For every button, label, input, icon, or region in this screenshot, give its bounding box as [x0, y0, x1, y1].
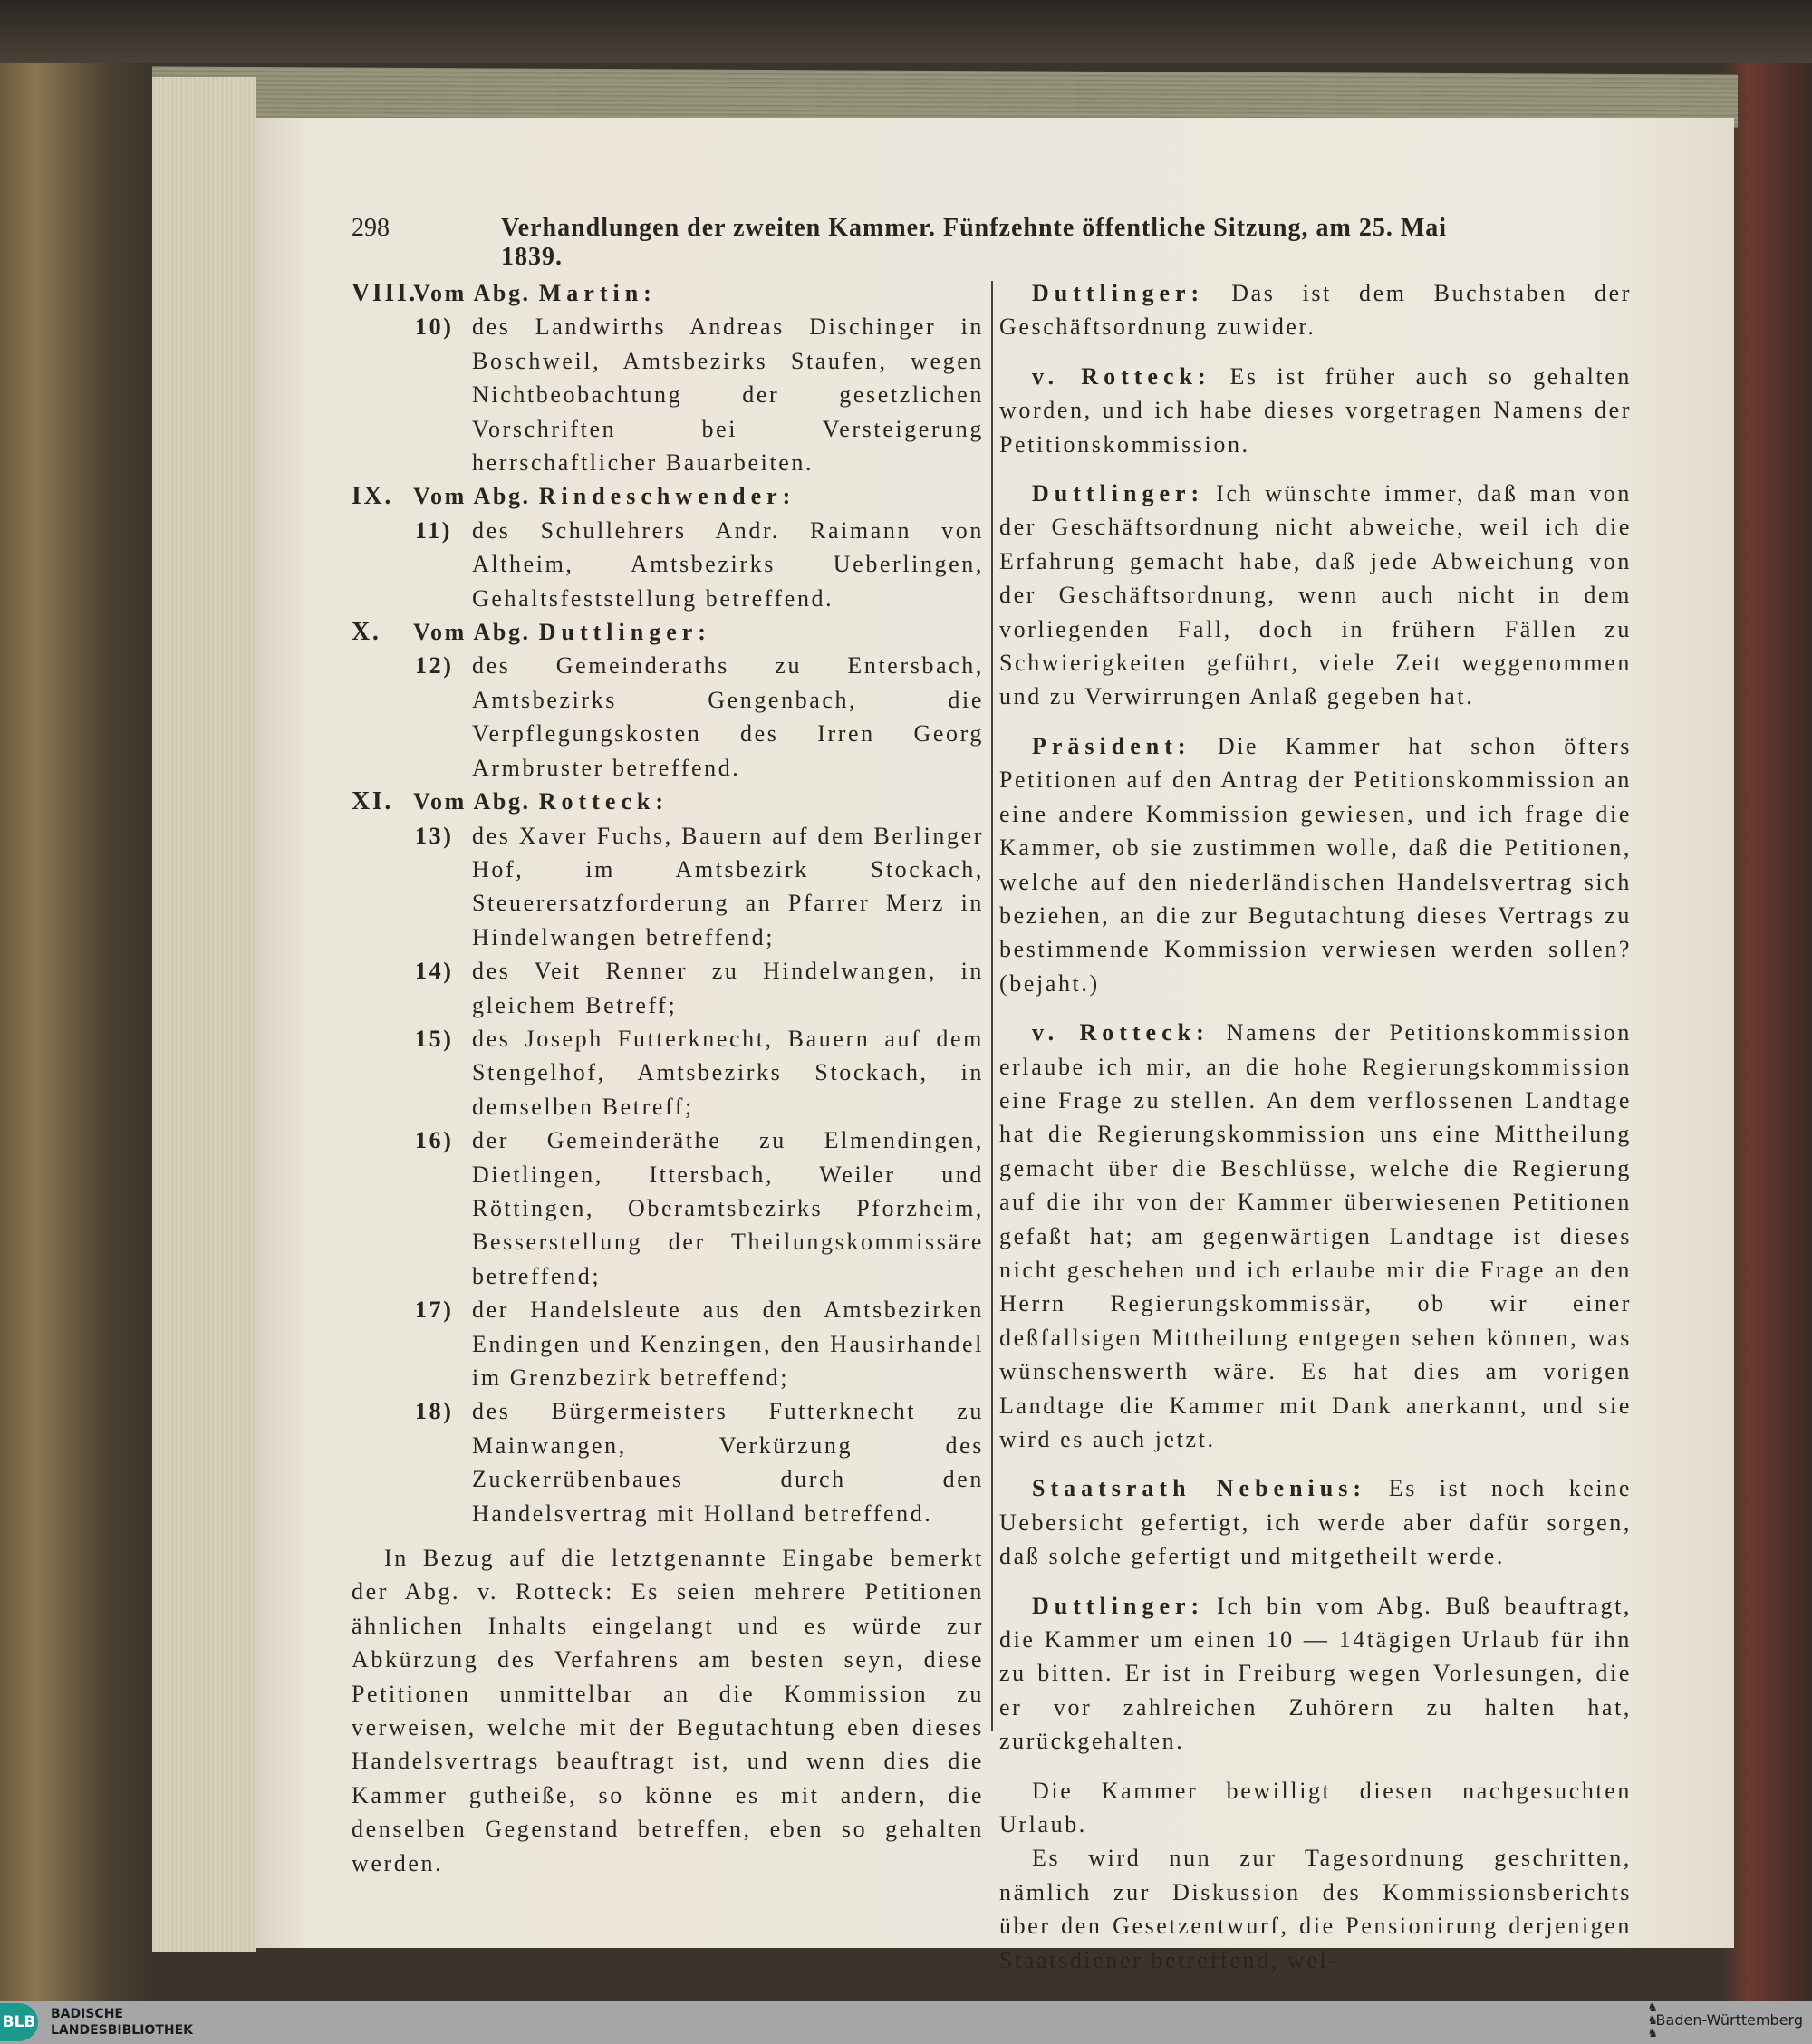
item-number: 16)	[415, 1127, 454, 1154]
state-coat-of-arms-icon: ♞ ♞ ♞	[1647, 2001, 1658, 2040]
section-heading	[352, 615, 984, 649]
section-numeral: IX.	[352, 482, 393, 511]
right-column	[999, 276, 1632, 1977]
book-cover-top	[0, 0, 1812, 63]
item-text: des Schullehrers Andr. Raimann von Altheim, Amtsbezirks Ueberlingen, Gehaltsfeststellung betreffend.	[472, 516, 984, 612]
section-member-name: Rindeschwender:	[538, 483, 796, 510]
section-label: Vom Abg.	[413, 619, 539, 646]
left-column	[352, 276, 984, 1887]
petition-item	[415, 1394, 984, 1530]
petition-item	[415, 310, 984, 479]
section-label: Vom Abg.	[413, 483, 539, 510]
plain-paragraph: Es wird nun zur Tagesordnung geschritten, nämlich zur Diskussion des Kommissionsberichts über den Gesetzentwurf, die Pensionirung derjenigen Staatsdiener betreffend, wel-	[999, 1845, 1632, 1973]
speech-text: Die Kammer hat schon öfters Petitionen auf den Antrag der Petitionskommission an eine andere Kommission gewiesen, und ich frage die Kammer, ob sie zustimmen wolle, daß die Petitionen, welche auf den niederländischen Handelsvertrag sich beziehen, an die zur Begutachtung dieses Vertrags zu bestimmende Kommission verwiesen werden sollen? (bejaht.)	[999, 732, 1632, 997]
speaker-name: Duttlinger:	[1032, 480, 1205, 507]
item-text: des Veit Renner zu Hindelwangen, in gleichem Betreff;	[472, 958, 984, 1018]
speech-paragraph	[999, 477, 1632, 714]
speech-paragraph	[999, 360, 1632, 461]
petition-item	[415, 819, 984, 955]
item-number: 13)	[415, 822, 454, 849]
library-name-line2: LANDESBIBLIOTHEK	[51, 2023, 194, 2038]
section-heading	[352, 479, 984, 513]
page-edges-left	[152, 77, 256, 1952]
section-heading	[352, 785, 984, 818]
speaker-name: v. Rotteck:	[1032, 1019, 1210, 1046]
section-numeral: X.	[352, 618, 381, 647]
section-numeral: VIII.	[352, 279, 418, 307]
speech-text: Es ist früher auch so gehalten worden, und ich habe dieses vorgetragen Namens der Petitionskommission.	[999, 362, 1633, 458]
speech-text: Ich wünschte immer, daß man von der Geschäftsordnung nicht abweiche, weil ich die Erfahrung gemacht habe, daß jede Abweichung von der Geschäftsordnung, wenn auch nicht in dem vorliegenden Fall, doch in frühern Fällen zu Schwierigkeiten geführt, viele Zeit weggenommen und zu Verwirrungen Anlaß gegeben hat.	[999, 480, 1632, 710]
petition-item	[415, 1293, 984, 1394]
column-divider	[991, 281, 993, 1731]
item-number: 14)	[415, 958, 454, 985]
speaker-name: Duttlinger:	[1032, 1592, 1205, 1619]
state-logo-text[interactable]: Baden-Württemberg	[1655, 2011, 1803, 2029]
item-number: 15)	[415, 1025, 454, 1052]
speech-text: Es ist noch keine Uebersicht gefertigt, ich werde aber dafür sorgen, daß solche gefertigt und mitgetheilt werde.	[999, 1475, 1632, 1570]
item-number: 12)	[415, 652, 454, 680]
item-text: des Xaver Fuchs, Bauern auf dem Berlinger Hof, im Amtsbezirk Stockach, Steuerersatzforderung an Pfarrer Merz in Hindelwangen betreffend;	[472, 822, 984, 950]
speech-text: Das ist dem Buchstaben der Geschäftsordnung zuwider.	[999, 280, 1632, 341]
closing-paragraph: In Bezug auf die letztgenannte Eingabe bemerkt der Abg. v. Rotteck: Es seien mehrere Petitionen ähnlichen Inhalts eingelangt und es würde zur Abkürzung des Verfahrens am besten seyn, diese Petitionen unmittelbar an die Kommission zu verweisen, welche mit der Begutachtung eben dieses Handelsvertrags beauftragt ist, und wenn dies die Kammer gutheiße, so könne es mit andern, die denselben Gegenstand betreffen, eben so gehalten werden.	[352, 1545, 984, 1876]
item-text: der Handelsleute aus den Amtsbezirken Endingen und Kenzingen, den Hausirhandel im Grenzbezirk betreffend;	[472, 1297, 984, 1391]
blb-logo[interactable]: BLB	[0, 2003, 38, 2041]
petition-item	[415, 1123, 984, 1293]
speech-paragraph	[999, 1471, 1632, 1573]
header-title: Verhandlungen der zweiten Kammer. Fünfzehnte öffentliche Sitzung, am 25. Mai 1839.	[501, 214, 1448, 271]
running-header	[352, 214, 1475, 271]
footer-bar	[0, 2001, 1812, 2044]
section-label: Vom Abg.	[413, 280, 539, 306]
petition-item	[415, 649, 984, 785]
speaker-name: Staatsrath Nebenius:	[1032, 1475, 1366, 1502]
section-heading	[352, 276, 984, 310]
item-text: der Gemeinderäthe zu Elmendingen, Dietlingen, Ittersbach, Weiler und Röttingen, Oberamtsbezirks Pforzheim, Besserstellung der Theilungskommissäre betreffend;	[472, 1127, 984, 1289]
speech-paragraph	[999, 1016, 1632, 1456]
section-member-name: Duttlinger:	[538, 619, 711, 646]
item-number: 10)	[415, 313, 454, 341]
item-number: 17)	[415, 1297, 454, 1324]
item-text: des Joseph Futterknecht, Bauern auf dem Stengelhof, Amtsbezirks Stockach, in demselben Betreff;	[472, 1025, 984, 1120]
speaker-name: Präsident:	[1032, 732, 1191, 759]
petition-item	[415, 1022, 984, 1123]
section-numeral: XI.	[352, 787, 393, 816]
speaker-name: v. Rotteck:	[1032, 362, 1211, 390]
speaker-name: Duttlinger:	[1032, 280, 1205, 306]
section-member-name: Rotteck:	[538, 788, 670, 815]
item-text: des Gemeinderaths zu Entersbach, Amtsbezirks Gengenbach, die Verpflegungskosten des Irren Georg Armbruster betreffend.	[472, 652, 984, 781]
speech-paragraph	[999, 276, 1632, 344]
speech-text: Namens der Petitionskommission erlaube ich mir, an die hohe Regierungskommission eine Frage zu stellen. An dem verflossenen Landtage hat die Regierungskommission uns eine Mittheilung gemacht über die Beschlüsse, welche die Regierung auf die ihr von der Kammer überwiesenen Petitionen gefaßt hat; am gegenwärtigen Landtage ist dieses nicht geschehen und ich erlaube mir die Frage an den Herrn Regierungskommissär, ob wir einer deßfallsigen Mittheilung entgegen sehen können, was wünschenswerth wäre. Es hat dies am vorigen Landtage die Kammer mit Dank anerkannt, und sie wird es auch jetzt.	[999, 1019, 1632, 1452]
speech-paragraph	[999, 729, 1632, 1000]
section-member-name: Martin:	[538, 280, 657, 306]
petition-item	[415, 954, 984, 1022]
library-name-line1: BADISCHE	[51, 2007, 123, 2021]
item-text: des Landwirths Andreas Dischinger in Boschweil, Amtsbezirks Staufen, wegen Nichtbeobachtung der gesetzlichen Vorschriften bei Versteigerung herrschaftlicher Bauarbeiten.	[472, 313, 984, 477]
item-number: 11)	[415, 516, 453, 544]
section-label: Vom Abg.	[413, 788, 539, 815]
speech-paragraph	[999, 1589, 1632, 1759]
page-number: 298	[352, 214, 390, 242]
item-text: des Bürgermeisters Futterknecht zu Mainwangen, Verkürzung des Zuckerrübenbaues durch den Handelsvertrag mit Holland betreffend.	[472, 1398, 984, 1527]
item-number: 18)	[415, 1398, 454, 1425]
speech-text: Ich bin vom Abg. Buß beauftragt, die Kammer um einen 10 — 14tägigen Urlaub für ihn zu bitten. Er ist in Freiburg wegen Vorlesungen, die er vor zahlreichen Zuhörern zu halten hat, zurückgehalten.	[999, 1592, 1632, 1755]
library-name[interactable]	[51, 2006, 193, 2039]
petition-item	[415, 514, 984, 615]
plain-paragraph: Die Kammer bewilligt diesen nachgesuchten Urlaub.	[999, 1777, 1632, 1838]
